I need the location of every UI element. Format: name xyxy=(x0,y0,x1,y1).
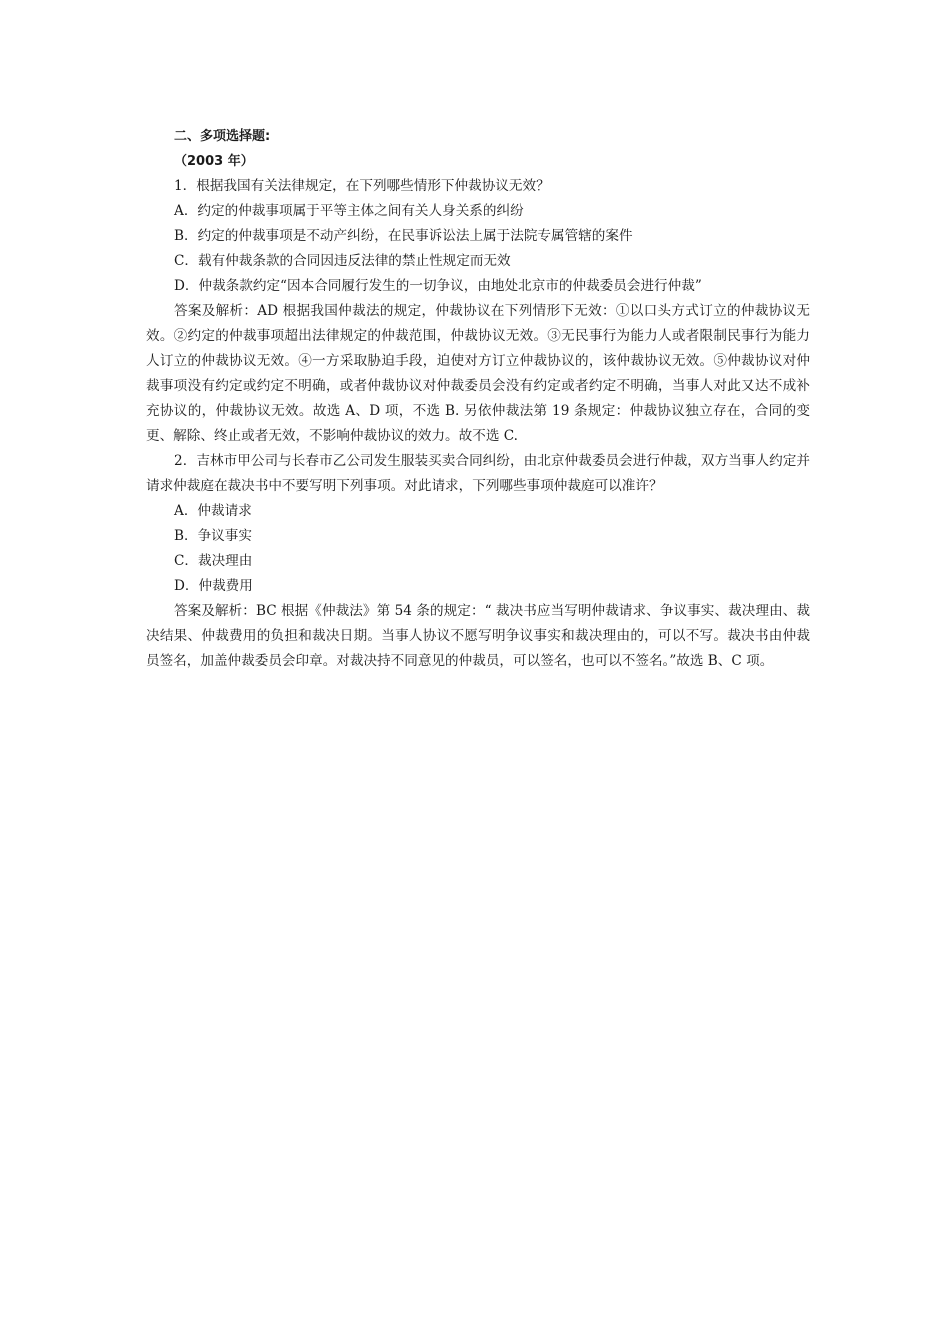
answer-explanation: 答案及解析：AD 根据我国仲裁法的规定，仲裁协议在下列情形下无效：①以口头方式订立的仲裁协议无效。②约定的仲裁事项超出法律规定的仲裁范围，仲裁协议无效。③无民事行为能力人或者限制民事行为能力人订立的仲裁协议无效。④一方采取胁迫手段，迫使对方订立仲裁协议的，该仲裁协议无效。⑤仲裁协议对仲裁事项没有约定或约定不明确，或者仲裁协议对仲裁委员会没有约定或者约定不明确，当事人对此又达不成补充协议的，仲裁协议无效。故选 A、D 项，不选 B. 另依仲裁法第 19 条规定：仲裁协议独立存在，合同的变更、解除、终止或者无效，不影响仲裁协议的效力。故不选 C. xyxy=(146,303,810,444)
answer-explanation: 答案及解析：BC 根据《仲裁法》第 54 条的规定：“ 裁决书应当写明仲裁请求、争议事实、裁决理由、裁决结果、仲裁费用的负担和裁决日期。当事人协议不愿写明争议事实和裁决理由的，可以不写。裁决书由仲裁员签名，加盖仲裁委员会印章。对裁决持不同意见的仲裁员，可以签名，也可以不签名。”故选 B、C 项。 xyxy=(146,603,810,669)
option-a: A．约定的仲裁事项属于平等主体之间有关人身关系的纠纷 xyxy=(174,203,524,219)
option-d: D．仲裁条款约定“因本合同履行发生的一切争议，由地处北京市的仲裁委员会进行仲裁” xyxy=(174,278,702,294)
section-heading: 二、多项选择题: xyxy=(174,129,271,144)
document-page xyxy=(146,124,810,674)
question-stem: 1．根据我国有关法律规定，在下列哪些情形下仲裁协议无效？ xyxy=(174,178,550,194)
option-d: D．仲裁费用 xyxy=(174,578,253,594)
option-a: A．仲裁请求 xyxy=(174,503,252,519)
question-1 xyxy=(146,174,810,449)
option-c: C．裁决理由 xyxy=(174,553,253,569)
option-c: C．载有仲裁条款的合同因违反法律的禁止性规定而无效 xyxy=(174,253,511,269)
question-stem: 2．吉林市甲公司与长春市乙公司发生服装买卖合同纠纷，由北京仲裁委员会进行仲裁，双方当事人约定并请求仲裁庭在裁决书中不要写明下列事项。对此请求，下列哪些事项仲裁庭可以准许？ xyxy=(146,453,810,494)
question-2 xyxy=(146,449,810,674)
section-year: （2003 年） xyxy=(174,154,254,169)
option-b: B．争议事实 xyxy=(174,528,252,544)
option-b: B．约定的仲裁事项是不动产纠纷，在民事诉讼法上属于法院专属管辖的案件 xyxy=(174,228,633,244)
